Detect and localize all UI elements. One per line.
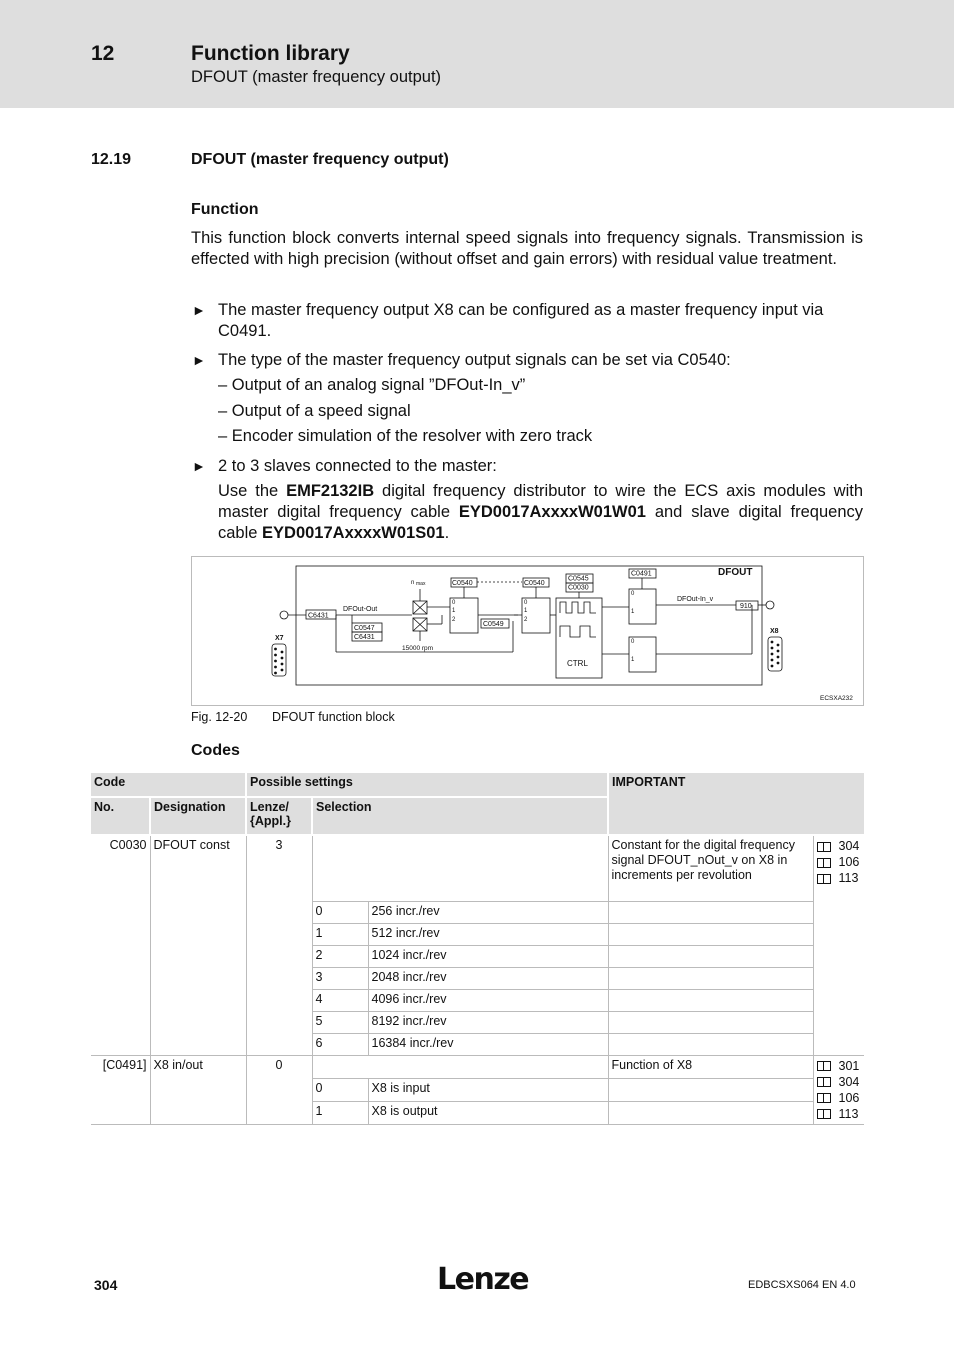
label-c6431b: C6431	[354, 634, 375, 641]
col-header-important: IMPORTANT	[608, 773, 864, 835]
bullet-arrow-icon: ►	[192, 352, 206, 368]
table-row: 1 X8 is output	[91, 1101, 864, 1124]
label-c0545: C0545	[568, 575, 589, 583]
lenze-logo: Lenze	[437, 1262, 529, 1297]
label-c0540-b: C0540	[524, 580, 545, 587]
code-no: C0030	[91, 835, 150, 1055]
svg-text:1: 1	[452, 608, 456, 614]
function-block-diagram	[192, 557, 865, 707]
bullet-2-item: – Output of an analog signal ”DFOut-In_v”	[218, 376, 526, 394]
code-lenze-value: 3	[246, 835, 312, 1055]
label-x7: X7	[275, 635, 284, 642]
svg-text:0: 0	[631, 591, 635, 597]
label-ctrl: CTRL	[567, 659, 588, 668]
svg-text:0: 0	[452, 600, 456, 606]
svg-text:1: 1	[631, 609, 635, 615]
table-row: 6 16384 incr./rev	[91, 1033, 864, 1055]
label-rpm: 15000 rpm	[402, 645, 434, 652]
section-title: DFOUT (master frequency output)	[191, 151, 449, 168]
code-lenze-value: 0	[246, 1055, 312, 1124]
table-row: 5 8192 incr./rev	[91, 1011, 864, 1033]
label-c0491: C0491	[631, 570, 652, 578]
bullet-3-detail: Use the EMF2132IB digital frequency distributor to wire the ECS axis modules with master digital frequency cable EYD0017AxxxxW01W01 and slave digital frequency cable EYD0017AxxxxW01S01.	[218, 482, 863, 542]
label-nmax-sub: max	[416, 581, 426, 587]
figure-caption-text: DFOUT function block	[272, 710, 395, 724]
block-title: DFOUT	[718, 567, 753, 578]
svg-text:2: 2	[452, 617, 456, 623]
section-number: 12.19	[91, 151, 132, 168]
manual-book-icon	[817, 1093, 831, 1103]
label-dfout-out: DFOut-Out	[343, 606, 378, 613]
intro-paragraph: This function block converts internal speed signals into frequency signals. Transmission is effected with high precision (without offset and gain errors) with residual value treatment.	[191, 229, 863, 268]
col-header-lenze: Lenze/ {Appl.}	[246, 797, 312, 835]
label-c0547: C0547	[354, 625, 375, 632]
col-header-no: No.	[91, 797, 150, 835]
manual-book-icon	[817, 1061, 831, 1071]
code-designation: DFOUT const	[150, 835, 246, 1055]
manual-book-icon	[817, 874, 831, 884]
label-910: 910	[740, 603, 752, 610]
bullet-3: 2 to 3 slaves connected to the master:	[218, 457, 497, 475]
table-row: 0 256 incr./rev	[91, 901, 864, 923]
codes-table	[91, 773, 864, 1125]
label-nmax: n	[411, 580, 415, 586]
table-header-row	[91, 773, 864, 797]
label-x8: X8	[770, 628, 779, 635]
svg-text:2: 2	[524, 617, 528, 623]
col-header-possible-settings: Possible settings	[246, 773, 608, 797]
code-important: Function of X8	[608, 1055, 813, 1078]
manual-book-icon	[817, 1109, 831, 1119]
chapter-number: 12	[91, 42, 115, 65]
page-references: 301 304 106 113	[813, 1055, 864, 1124]
table-row: 0 X8 is input	[91, 1078, 864, 1101]
figure-caption-label: Fig. 12-20	[191, 710, 248, 724]
bullet-2-item: – Encoder simulation of the resolver with zero track	[218, 427, 593, 445]
label-dfout-in: DFOut-In_v	[677, 596, 714, 603]
label-c0030: C0030	[568, 584, 589, 592]
col-header-designation: Designation	[150, 797, 246, 835]
bullet-1: The master frequency output X8 can be configured as a master frequency input via C0491.	[218, 301, 824, 340]
svg-text:0: 0	[631, 639, 635, 645]
manual-book-icon	[817, 1077, 831, 1087]
code-designation: X8 in/out	[150, 1055, 246, 1124]
bullet-arrow-icon: ►	[192, 302, 206, 318]
col-header-selection: Selection	[312, 797, 608, 835]
dfout-function-block-figure	[191, 556, 864, 706]
bullet-2: The type of the master frequency output signals can be set via C0540:	[218, 351, 731, 369]
table-row: 4 4096 incr./rev	[91, 989, 864, 1011]
svg-text:0: 0	[524, 600, 528, 606]
label-c6431: C6431	[308, 612, 329, 620]
table-row: 2 1024 incr./rev	[91, 945, 864, 967]
code-important: Constant for the digital frequency signal DFOUT_nOut_v on X8 in increments per revolution	[608, 835, 813, 901]
chapter-subtitle: DFOUT (master frequency output)	[191, 68, 442, 86]
table-row	[91, 1055, 864, 1078]
svg-text:1: 1	[524, 608, 528, 614]
code-no: [C0491]	[91, 1055, 150, 1124]
bullet-2-item: – Output of a speed signal	[218, 402, 411, 420]
label-c0549: C0549	[483, 621, 504, 628]
codes-heading: Codes	[191, 742, 240, 759]
chapter-title: Function library	[191, 42, 350, 65]
document-id: EDBCSXS064 EN 4.0	[748, 1279, 856, 1291]
col-header-code: Code	[91, 773, 246, 797]
table-row: 1 512 incr./rev	[91, 923, 864, 945]
manual-book-icon	[817, 858, 831, 868]
label-c0540-a: C0540	[452, 580, 473, 587]
page-references: 304 106 113	[813, 835, 864, 1055]
page-number: 304	[94, 1277, 118, 1293]
function-heading: Function	[191, 201, 259, 218]
page-header	[0, 0, 954, 108]
svg-text:1: 1	[631, 657, 635, 663]
bullet-arrow-icon: ►	[192, 458, 206, 474]
figure-code: ECSXA232	[820, 695, 853, 702]
table-row: 3 2048 incr./rev	[91, 967, 864, 989]
table-row	[91, 835, 864, 901]
manual-book-icon	[817, 842, 831, 852]
